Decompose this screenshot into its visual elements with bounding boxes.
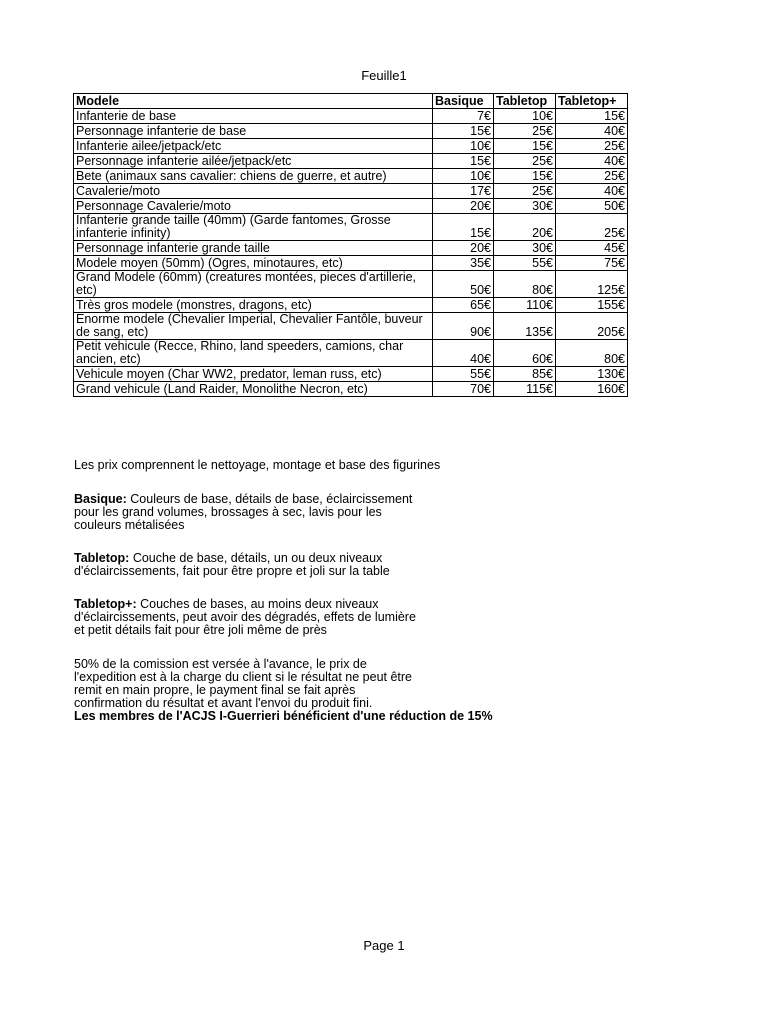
table-row: [74, 214, 628, 241]
cell-basique: 65€: [433, 298, 494, 313]
cell-tabletop-plus: 25€: [556, 169, 628, 184]
intro-note: Les prix comprennent le nettoyage, montage et base des figurines: [74, 458, 441, 472]
table-header-row: [74, 94, 628, 109]
header-tabletop: Tabletop: [494, 94, 556, 109]
tabletopplus-line: Couches de bases, au moins deux niveaux: [140, 597, 379, 611]
tabletopplus-line: et petit détails fait pour être joli même de près: [74, 623, 327, 637]
cell-tabletop: 20€: [494, 214, 556, 241]
cell-tabletop-plus: 130€: [556, 367, 628, 382]
cell-basique: 17€: [433, 184, 494, 199]
cell-modele: Enorme modele (Chevalier Imperial, Chevalier Fantôle, buveur de sang, etc): [74, 313, 433, 340]
cell-basique: 20€: [433, 199, 494, 214]
cell-modele: Personnage infanterie grande taille: [74, 241, 433, 256]
cell-basique: 35€: [433, 256, 494, 271]
table-row: [74, 109, 628, 124]
table-row: [74, 256, 628, 271]
cell-tabletop: 30€: [494, 199, 556, 214]
cell-modele: Personnage infanterie ailée/jetpack/etc: [74, 154, 433, 169]
cell-tabletop: 55€: [494, 256, 556, 271]
header-tabletop-plus: Tabletop+: [556, 94, 628, 109]
commission-line: l'expedition est à la charge du client si le résultat ne peut être: [74, 670, 413, 684]
sheet-title: Feuille1: [361, 68, 407, 83]
table-row: [74, 154, 628, 169]
cell-tabletop: 25€: [494, 184, 556, 199]
cell-tabletop: 30€: [494, 241, 556, 256]
cell-basique: 15€: [433, 154, 494, 169]
tabletopplus-line: d'éclaircissements, peut avoir des dégradés, effets de lumière: [74, 610, 416, 624]
cell-tabletop-plus: 160€: [556, 382, 628, 397]
table-row: [74, 340, 628, 367]
cell-basique: 7€: [433, 109, 494, 124]
basique-label: Basique:: [74, 492, 127, 506]
tabletop-label: Tabletop:: [74, 551, 130, 565]
cell-modele: Grand Modele (60mm) (creatures montées, pieces d'artillerie, etc): [74, 271, 433, 298]
cell-tabletop: 60€: [494, 340, 556, 367]
basique-description: [74, 493, 534, 532]
cell-tabletop-plus: 80€: [556, 340, 628, 367]
table-row: [74, 169, 628, 184]
tabletop-line: Couche de base, détails, un ou deux niveaux: [132, 551, 383, 565]
cell-tabletop: 25€: [494, 124, 556, 139]
cell-tabletop-plus: 25€: [556, 214, 628, 241]
tabletop-description: [74, 552, 534, 578]
cell-tabletop: 135€: [494, 313, 556, 340]
cell-basique: 90€: [433, 313, 494, 340]
cell-modele: Cavalerie/moto: [74, 184, 433, 199]
cell-tabletop: 80€: [494, 271, 556, 298]
table-row: [74, 184, 628, 199]
cell-tabletop: 10€: [494, 109, 556, 124]
table-row: [74, 139, 628, 154]
page-number: Page 1: [363, 938, 405, 953]
cell-modele: Très gros modele (monstres, dragons, etc): [74, 298, 433, 313]
cell-modele: Personnage infanterie de base: [74, 124, 433, 139]
cell-tabletop-plus: 40€: [556, 154, 628, 169]
cell-basique: 15€: [433, 214, 494, 241]
table-row: [74, 124, 628, 139]
cell-basique: 55€: [433, 367, 494, 382]
table-row: [74, 382, 628, 397]
cell-tabletop-plus: 205€: [556, 313, 628, 340]
table-row: [74, 313, 628, 340]
cell-modele: Infanterie ailee/jetpack/etc: [74, 139, 433, 154]
basique-line: couleurs métalisées: [74, 518, 185, 532]
tabletop-line: d'éclaircissements, fait pour être propre et joli sur la table: [74, 564, 390, 578]
cell-tabletop-plus: 15€: [556, 109, 628, 124]
cell-tabletop-plus: 75€: [556, 256, 628, 271]
cell-tabletop-plus: 45€: [556, 241, 628, 256]
cell-modele: Bete (animaux sans cavalier: chiens de guerre, et autre): [74, 169, 433, 184]
table-row: [74, 199, 628, 214]
basique-line: pour les grand volumes, brossages à sec, lavis pour les: [74, 505, 382, 519]
commission-line: 50% de la comission est versée à l'avance, le prix de: [74, 657, 367, 671]
cell-tabletop-plus: 25€: [556, 139, 628, 154]
cell-basique: 70€: [433, 382, 494, 397]
table-row: [74, 367, 628, 382]
cell-modele: Infanterie grande taille (40mm) (Garde fantomes, Grosse infanterie infinity): [74, 214, 433, 241]
table-row: [74, 241, 628, 256]
cell-modele: Vehicule moyen (Char WW2, predator, leman russ, etc): [74, 367, 433, 382]
tabletopplus-description: [74, 598, 534, 637]
cell-tabletop-plus: 125€: [556, 271, 628, 298]
cell-tabletop-plus: 155€: [556, 298, 628, 313]
cell-modele: Infanterie de base: [74, 109, 433, 124]
table-row: [74, 271, 628, 298]
cell-tabletop: 25€: [494, 154, 556, 169]
cell-tabletop: 110€: [494, 298, 556, 313]
header-modele: Modele: [74, 94, 433, 109]
cell-tabletop: 15€: [494, 169, 556, 184]
cell-modele: Grand vehicule (Land Raider, Monolithe Necron, etc): [74, 382, 433, 397]
cell-basique: 50€: [433, 271, 494, 298]
commission-line: confirmation du résultat et avant l'envoi du produit fini.: [74, 696, 373, 710]
cell-tabletop-plus: 40€: [556, 184, 628, 199]
cell-modele: Petit vehicule (Recce, Rhino, land speeders, camions, char ancien, etc): [74, 340, 433, 367]
header-basique: Basique: [433, 94, 494, 109]
cell-basique: 40€: [433, 340, 494, 367]
cell-basique: 10€: [433, 139, 494, 154]
cell-tabletop: 115€: [494, 382, 556, 397]
price-table: [73, 93, 628, 397]
cell-tabletop: 85€: [494, 367, 556, 382]
commission-line: remit en main propre, le payment final se fait après: [74, 683, 356, 697]
tabletopplus-label: Tabletop+:: [74, 597, 137, 611]
membres-discount-note: Les membres de l'ACJS I-Guerrieri bénéficient d'une réduction de 15%: [74, 709, 493, 723]
commission-note: [74, 658, 534, 710]
cell-modele: Personnage Cavalerie/moto: [74, 199, 433, 214]
basique-line: Couleurs de base, détails de base, éclaircissement: [130, 492, 413, 506]
cell-tabletop-plus: 40€: [556, 124, 628, 139]
cell-basique: 10€: [433, 169, 494, 184]
table-body: [74, 109, 628, 397]
cell-tabletop: 15€: [494, 139, 556, 154]
cell-basique: 15€: [433, 124, 494, 139]
notes-section: [74, 459, 534, 723]
cell-modele: Modele moyen (50mm) (Ogres, minotaures, etc): [74, 256, 433, 271]
cell-basique: 20€: [433, 241, 494, 256]
table-row: [74, 298, 628, 313]
cell-tabletop-plus: 50€: [556, 199, 628, 214]
